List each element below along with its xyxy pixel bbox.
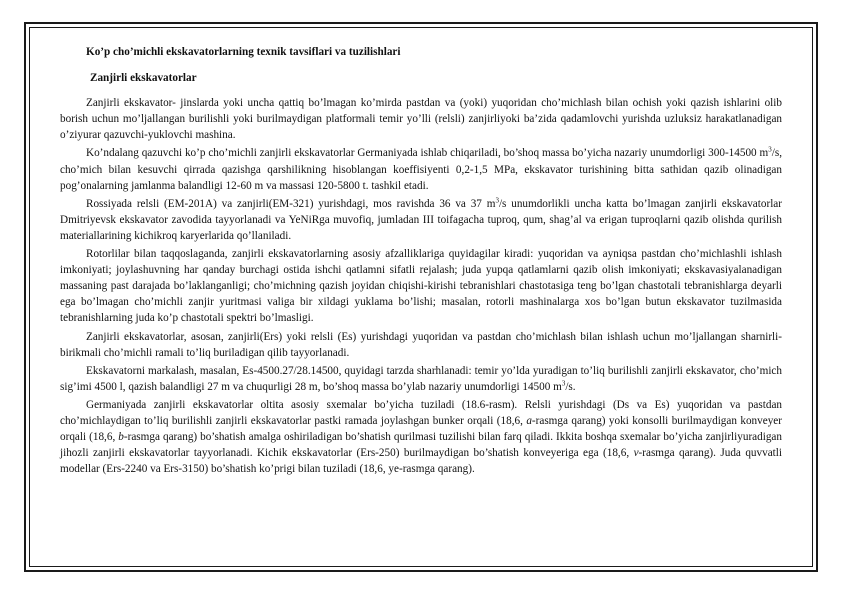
section-heading: Zanjirli ekskavatorlar [90, 72, 197, 85]
paragraph-7: Germaniyada zanjirli ekskavatorlar oltita asosiy sxemalar bo’yicha tuziladi (18.6-rasm). Relsli yurishdagi (Ds va Es) yuqoridan va pastdan cho’michlaydigan to’liq burilishli zanjirli ekskavatorlar pastki ramada joylashgan bunker orqali (18,6, a-rasmga qarang) yoki konsolli burilmaydigan konveyer orqali (18,6, b-rasmga qarang) bo’shatish amalga oshiriladigan bo’shatish qurilmasi tuzilishi bilan farq qiladi. Ikkita boshqa sxemalar bo’yicha zanjirliyuradigan jihozli zanjirli ekskavatorlar tayyorlanadi. Kichik ekskavatorlar (Ers-250) burilmaydigan bo’shatish konveyeriga ega (18,6, v-rasmga qarang). Juda quvvatli modellar (Ers-2240 va Ers-3150) bo’shatish ko’prigi bilan tuziladi (18,6, ye-rasmga qarang). [60, 398, 782, 476]
paragraph-2: Ko’ndalang qazuvchi ko’p cho’michli zanjirli ekskavatorlar Germaniyada ishlab chiqariladi, bo’shoq massa bo’yicha nazariy unumdorligi 300-14500 $m^3/s$, cho’mich bilan kesuvchi qirrada qazishga qarshilikning hisoblangan koeffisiyenti 0,2-1,5 MPa, ekskavator turishining bitta sathidan qazib olinadigan pog’onalarning jamlanma balandligi 12-60 m va massasi 120-5800 t. tashkil etadi. [60, 145, 782, 192]
paragraph-5: Zanjirli ekskavatorlar, asosan, zanjirli(Ers) yoki relsli (Es) yurishdagi yuqoridan va pastdan cho’michlash bilan ishlash uchun mo’ljallangan sharnirli-birikmali cho’michli ramali to’liq buriladigan qilib tayyorlanadi. [60, 330, 782, 359]
document-body [60, 40, 782, 479]
document-title: Ko’p cho’michli ekskavatorlarning texnik tavsiflari va tuzilishlari [86, 46, 401, 58]
paragraph-1: Zanjirli ekskavator- jinslarda yoki uncha qattiq bo’lmagan ko’mirda pastdan va (yoki) yuqoridan cho’michlash bilan ochish yoki qazish ishlarini olib borish uchun mo’ljallangan burilishli yoki burilmaydigan platformali temir yo’lli (relsli) zanjirliyoki ba’zida qadamlovchi yurishda uzluksiz harakatlanadigan o’ziyurar qazuvchi-yuklovchi mashina. [60, 97, 782, 142]
paragraph-6: Ekskavatorni markalash, masalan, Es-4500.27/28.14500, quyidagi tarzda sharhlanadi: temir yo’lda yuradigan to’liq burilishli zanjirli ekskavator, cho’mich sig’imi 4500 l, qazish balandligi 27 m va chuqurligi 28 m, bo’shoq massa bo’ylab nazariy unumdorligi 14500 $m^3/s$. [60, 364, 782, 393]
paragraph-3: Rossiyada relsli (EM-201A) va zanjirli(EM-321) yurishdagi, mos ravishda 36 va 37 $m^3/s$ unumdorlikli uncha katta bo’lmagan zanjirli ekskavatorlar Dmitriyevsk ekskavator zavodida tayyorlanadi va YeNiRga muvofiq, jumladan III toifagacha tuproq, qum, shag’al va erigan tuproqlarni qazib olishda qurilish materiallarining kichikroq karyerlarida qo’llaniladi. [60, 196, 783, 242]
paragraph-4: Rotorlilar bilan taqqoslaganda, zanjirli ekskavatorlarning asosiy afzalliklariga quyidagilar kiradi: yuqoridan va ayniqsa pastdan cho’michlashli ishlash imkoniyati; joylashuvning har qanday burchagi ostida ishchi qatlamni sifatli rejalash; juda yupqa qatlamlarni qazib olish imkoniyati; ekskavasiyalanadigan massaning past darajada bo’laklanganligi; cho’michning qazish joyidan chiqishi-kirishi tebranishlari chastotasiga teng bo’lgan chastotali tebranishlarga deyarli ega bo’lmagan cho’michli zanjir yuritmasi valiga bir xildagi yuklama bo’lishi; masalan, rotorli mashinalarga xos bo’lgan butun ekskavator tuzilmasida tebranishlarning juda ko’p chastotali spektri bo’lmasligi. [60, 248, 782, 325]
